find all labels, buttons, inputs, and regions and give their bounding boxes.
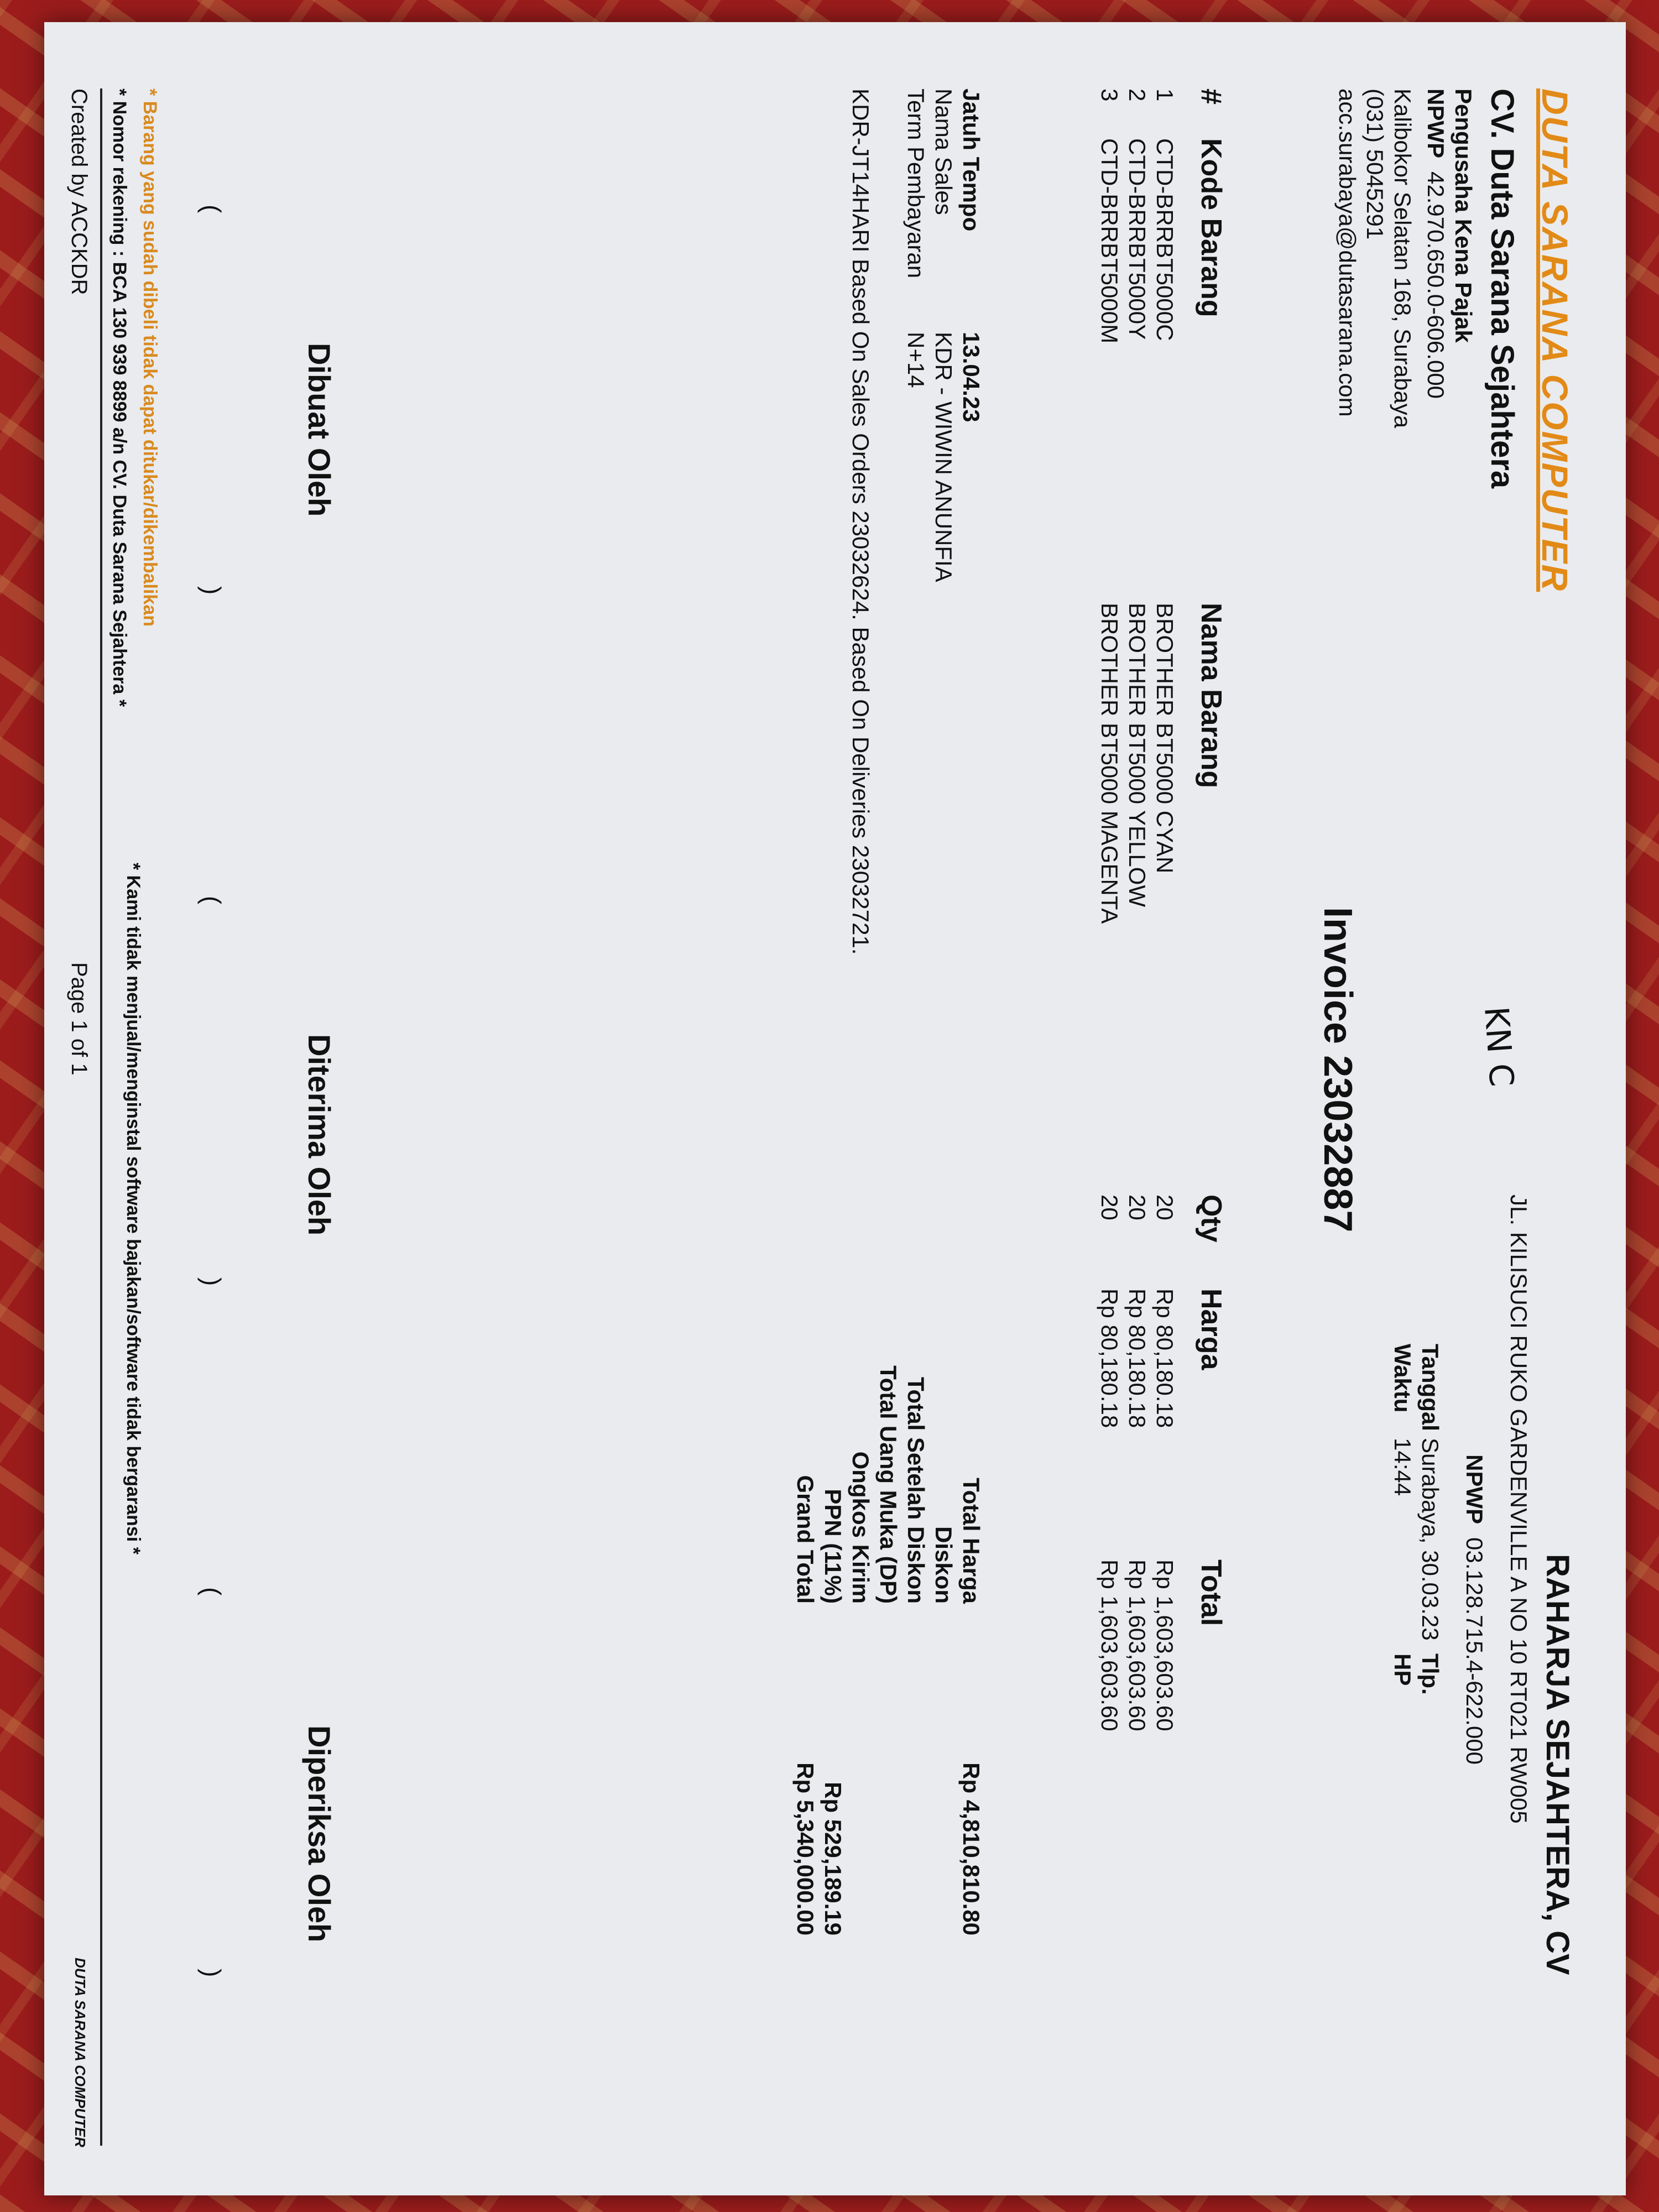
row-nama: BROTHER BT5000 YELLOW	[1124, 603, 1150, 907]
note-barang: * Barang yang sudah dibeli tidak dapat ditukar/dikembalikan	[139, 88, 160, 627]
signature-diterima-close: )	[197, 1277, 226, 1286]
row-qty: 20	[1097, 1194, 1123, 1220]
row-harga: Rp 80,180.18	[1097, 1288, 1123, 1428]
total-harga-label: Total Harga	[958, 1478, 984, 1604]
row-nama: BROTHER BT5000 MAGENTA	[1097, 603, 1123, 924]
col-header-no: #	[1195, 88, 1227, 105]
ongkos-label: Ongkos Kirim	[848, 1451, 874, 1604]
signature-diperiksa-open: (	[197, 1587, 226, 1596]
note-rekening: * Nomor rekening : BCA 130 939 8899 a/n CV. Duta Sarana Sejahtera *	[109, 88, 130, 707]
col-header-kode: Kode Barang	[1195, 138, 1227, 317]
seller-pkp: Pengusaha Kena Pajak	[1451, 88, 1477, 343]
jatuh-tempo-label: Jatuh Tempo	[958, 88, 984, 232]
row-no: 1	[1152, 88, 1178, 102]
sales-value: KDR - WIWIN ANUNFIA	[931, 332, 957, 582]
row-total: Rp 1,603,603.60	[1124, 1559, 1150, 1731]
seller-email: acc.surabaya@dutasarana.com	[1334, 88, 1360, 417]
signature-dibuat-open: (	[197, 205, 226, 213]
signature-dibuat-label: Dibuat Oleh	[302, 343, 337, 517]
grand-total-label: Grand Total	[792, 1475, 818, 1604]
row-total: Rp 1,603,603.60	[1097, 1559, 1123, 1731]
seller-phone: (031) 5045291	[1362, 88, 1388, 240]
diskon-label: Diskon	[931, 1526, 957, 1604]
signature-diperiksa-close: )	[197, 1969, 226, 1978]
reference-text: KDR-JT14HARI Based On Sales Orders 23032624. Based On Deliveries 23032721.	[848, 88, 874, 955]
signature-diterima-open: (	[197, 896, 226, 905]
total-harga-value: Rp 4,810,810.80	[958, 1762, 984, 1936]
sales-label: Nama Sales	[931, 88, 957, 215]
customer-tanggal-label: Tanggal	[1417, 1344, 1443, 1431]
page-number: Page 1 of 1	[67, 962, 91, 1076]
row-harga: Rp 80,180.18	[1152, 1288, 1178, 1428]
signature-dibuat-close: )	[197, 586, 226, 595]
customer-npwp: 03.128.715.4-622.000	[1462, 1537, 1488, 1765]
setelah-diskon-label: Total Setelah Diskon	[903, 1377, 929, 1604]
col-header-nama: Nama Barang	[1195, 603, 1227, 789]
note-software: * Kami tidak menjual/menginstal software bajakan/software tidak bergaransi *	[123, 863, 144, 1554]
handwritten-note: KN C	[1477, 1005, 1521, 1088]
signature-diperiksa-label: Diperiksa Oleh	[302, 1725, 337, 1943]
seller-logo: DUTA SARANA COMPUTER	[1535, 88, 1575, 592]
row-kode: CTD-BRRBT5000M	[1097, 138, 1123, 344]
seller-npwp: 42.970.650.0-606.000	[1423, 171, 1449, 399]
row-kode: CTD-BRRBT5000Y	[1124, 138, 1150, 340]
term-label: Term Pembayaran	[903, 88, 929, 279]
row-nama: BROTHER BT5000 CYAN	[1152, 603, 1178, 874]
footer-divider	[100, 88, 102, 2146]
col-header-harga: Harga	[1195, 1288, 1227, 1370]
grand-total-value: Rp 5,340,000.00	[792, 1762, 818, 1936]
customer-npwp-label: NPWP	[1462, 1454, 1488, 1524]
row-qty: 20	[1152, 1194, 1178, 1220]
seller-name: CV. Duta Sarana Sejahtera	[1484, 88, 1520, 489]
customer-hp-label: HP	[1390, 1653, 1416, 1686]
customer-waktu-label: Waktu	[1390, 1344, 1416, 1413]
row-kode: CTD-BRRBT5000C	[1152, 138, 1178, 341]
invoice-title: Invoice 23032887	[1316, 907, 1360, 1233]
row-no: 3	[1097, 88, 1123, 102]
customer-address: JL. KILISUCI RUKO GARDENVILLE A NO 10 RT021 RW005	[1506, 1194, 1532, 1824]
ppn-value: Rp 529,189.19	[820, 1782, 846, 1936]
seller-address: Kalibokor Selatan 168, Surabaya	[1390, 88, 1416, 429]
row-harga: Rp 80,180.18	[1124, 1288, 1150, 1428]
created-by: Created by ACCKDR	[67, 88, 91, 295]
footer-logo: DUTA SARANA COMPUTER	[72, 1958, 88, 2147]
ppn-label: PPN (11%)	[820, 1489, 846, 1604]
row-qty: 20	[1124, 1194, 1150, 1220]
row-no: 2	[1124, 88, 1150, 102]
invoice-sheet	[44, 22, 1626, 2195]
seller-npwp-label: NPWP	[1423, 88, 1449, 158]
jatuh-tempo-value: 13.04.23	[958, 332, 984, 422]
invoice-paper	[44, 22, 1626, 2195]
uang-muka-label: Total Uang Muka (DP)	[875, 1365, 901, 1604]
signature-diterima-label: Diterima Oleh	[302, 1034, 337, 1236]
term-value: N+14	[903, 332, 929, 388]
col-header-qty: Qty	[1195, 1194, 1227, 1243]
row-total: Rp 1,603,603.60	[1152, 1559, 1178, 1731]
customer-tanggal: Surabaya, 30.03.23	[1417, 1438, 1443, 1641]
customer-tlp-label: Tlp.	[1417, 1653, 1443, 1695]
customer-name: RAHARJA SEJAHTERA, CV	[1540, 1554, 1575, 1975]
customer-waktu: 14:44	[1390, 1438, 1416, 1496]
col-header-total: Total	[1195, 1559, 1227, 1626]
